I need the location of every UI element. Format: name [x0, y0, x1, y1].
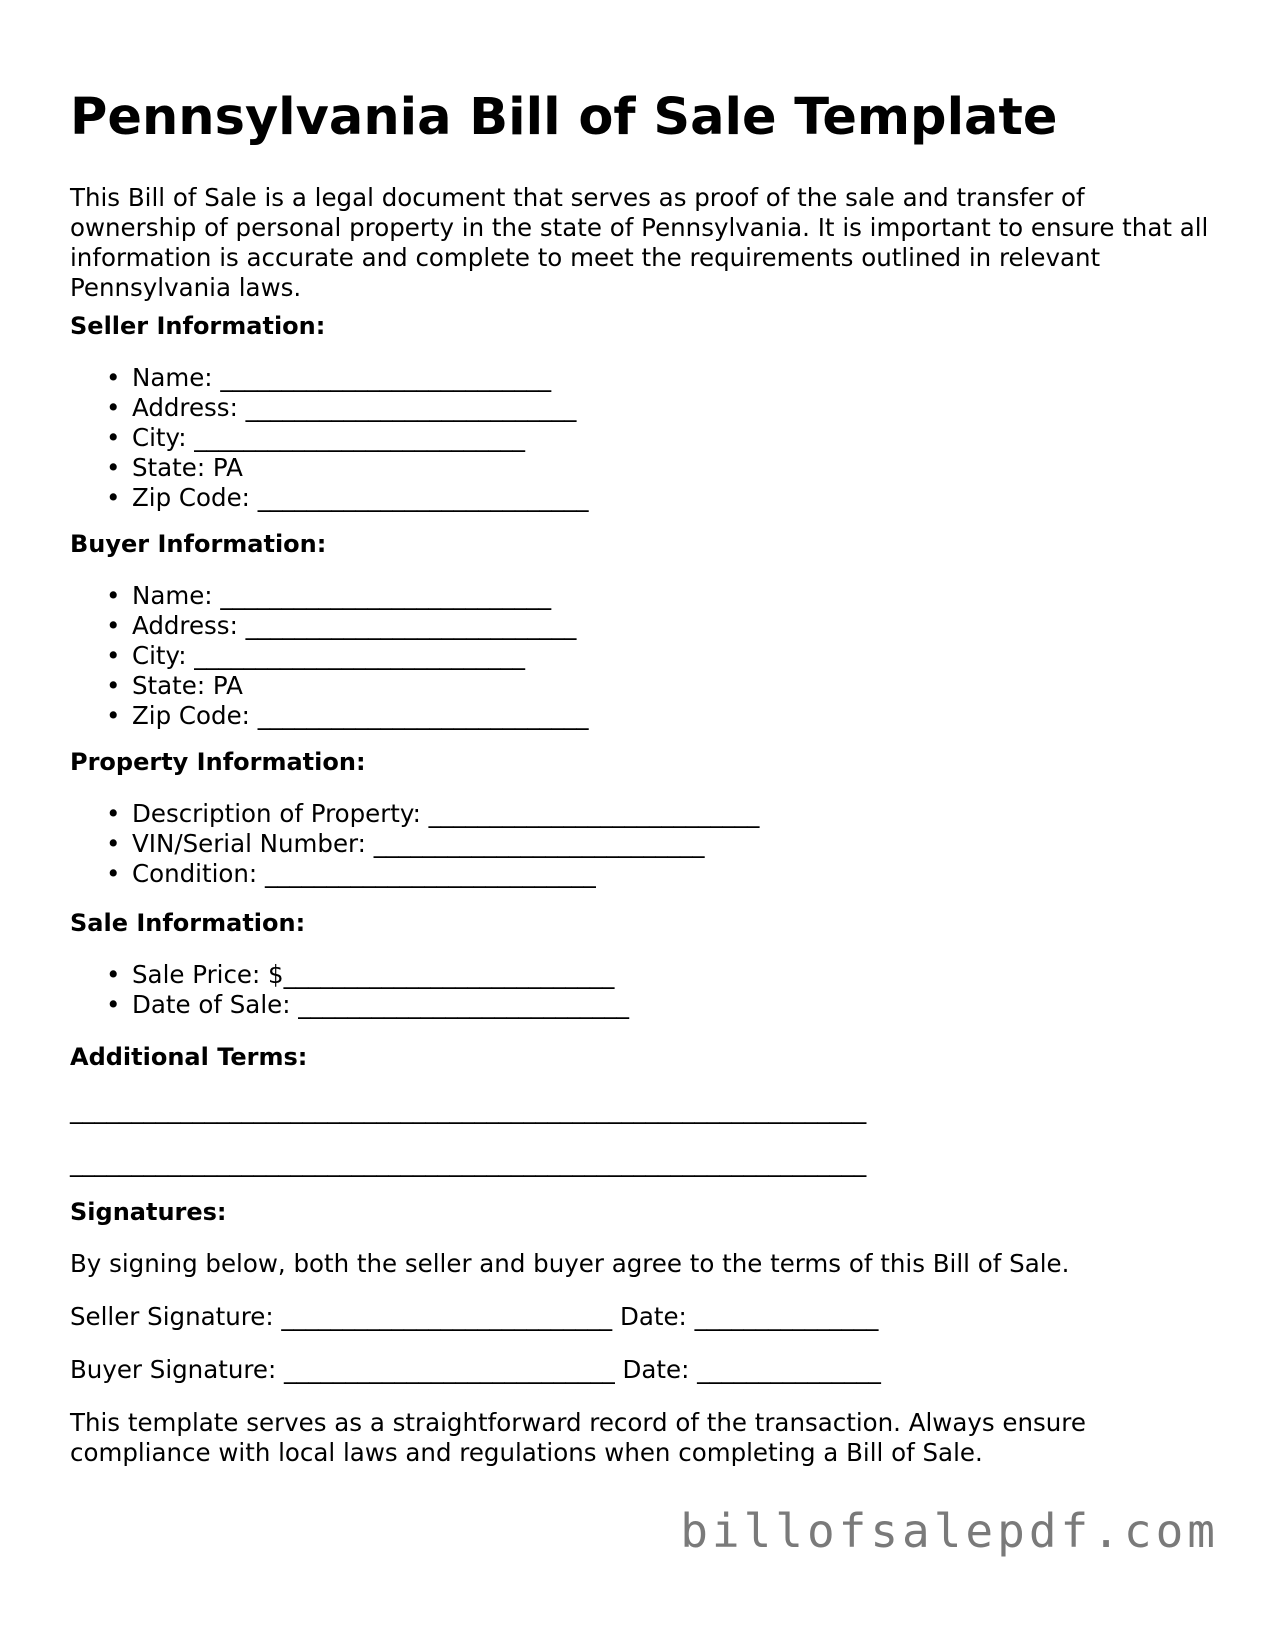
- property-condition-blank[interactable]: ___________________________: [264, 859, 596, 888]
- sale-information-heading: Sale Information:: [70, 909, 306, 937]
- field-label: Zip Code:: [132, 701, 258, 730]
- watermark: billofsalepdf.com: [680, 1504, 1219, 1558]
- seller-signature-blank[interactable]: ___________________________: [281, 1302, 613, 1331]
- additional-terms-line-2[interactable]: _________________________________________________________________: [70, 1148, 867, 1177]
- field-label: Address:: [132, 611, 246, 640]
- seller-fields-list: [70, 363, 588, 513]
- field-label: VIN/Serial Number:: [132, 829, 374, 858]
- sale-date-field: [106, 990, 629, 1020]
- seller-zip-blank[interactable]: ___________________________: [257, 483, 589, 512]
- buyer-zip-blank[interactable]: ___________________________: [257, 701, 589, 730]
- buyer-state-field: [106, 671, 588, 701]
- field-label: Description of Property:: [132, 799, 429, 828]
- bullet: •: [106, 483, 121, 512]
- buyer-information-heading: Buyer Information:: [70, 530, 327, 558]
- buyer-name-field: [106, 581, 588, 611]
- bullet: •: [106, 393, 121, 422]
- bullet: •: [106, 423, 121, 452]
- property-vin-blank[interactable]: ___________________________: [373, 829, 705, 858]
- property-description-field: [106, 799, 760, 829]
- field-label: State: PA: [132, 671, 243, 700]
- buyer-name-blank[interactable]: ___________________________: [220, 581, 552, 610]
- seller-information-heading: Seller Information:: [70, 312, 326, 340]
- field-label: City:: [132, 423, 195, 452]
- bullet: •: [106, 641, 121, 670]
- signatures-heading: Signatures:: [70, 1198, 227, 1226]
- seller-signature-label: Seller Signature:: [70, 1302, 282, 1331]
- bullet: •: [106, 990, 121, 1019]
- buyer-zip-field: [106, 701, 589, 731]
- property-fields-list: [70, 799, 759, 889]
- bullet: •: [106, 701, 121, 730]
- field-label: Address:: [132, 393, 246, 422]
- bullet: •: [106, 829, 121, 858]
- closing-paragraph: This template serves as a straightforward record of the transaction. Always ensure compliance with local laws and regulations when completing a Bill of Sale.: [70, 1408, 1086, 1467]
- additional-terms-heading: Additional Terms:: [70, 1043, 308, 1071]
- bullet: •: [106, 581, 121, 610]
- page-title: Pennsylvania Bill of Sale Template: [70, 88, 1058, 147]
- buyer-signature-blank[interactable]: ___________________________: [284, 1355, 615, 1384]
- seller-city-field: [106, 423, 588, 453]
- buyer-city-field: [106, 641, 588, 671]
- seller-date-label: Date:: [612, 1302, 695, 1331]
- sale-date-blank[interactable]: ___________________________: [298, 990, 629, 1019]
- intro-paragraph: This Bill of Sale is a legal document that serves as proof of the sale and transfer of ownership of personal property in the state of Pennsylvania. It is important to ensure that all information is accurate and complete to meet the requirements outlined in relevant Pennsylvania laws.: [70, 183, 1209, 302]
- seller-zip-field: [106, 483, 589, 513]
- field-label: Sale Price: $: [132, 960, 284, 989]
- property-description-blank[interactable]: ___________________________: [428, 799, 760, 828]
- seller-address-field: [106, 393, 588, 423]
- field-label: City:: [132, 641, 195, 670]
- bullet: •: [106, 859, 121, 888]
- bullet: •: [106, 363, 121, 392]
- sale-fields-list: [70, 960, 629, 1020]
- buyer-signature-row: [70, 1355, 881, 1385]
- signatures-statement: By signing below, both the seller and buyer agree to the terms of this Bill of Sale.: [70, 1249, 1070, 1278]
- seller-name-blank[interactable]: ___________________________: [220, 363, 552, 392]
- buyer-address-blank[interactable]: ___________________________: [245, 611, 577, 640]
- bullet: •: [106, 453, 121, 482]
- seller-address-blank[interactable]: ___________________________: [245, 393, 577, 422]
- buyer-city-blank[interactable]: ___________________________: [194, 641, 526, 670]
- seller-signature-row: [70, 1302, 878, 1332]
- field-label: Name:: [132, 363, 221, 392]
- field-label: State: PA: [132, 453, 243, 482]
- additional-terms-line-1[interactable]: _________________________________________________________________: [70, 1095, 867, 1124]
- sale-price-field: [106, 960, 629, 990]
- bullet: •: [106, 799, 121, 828]
- seller-name-field: [106, 363, 588, 393]
- seller-date-blank[interactable]: _______________: [694, 1302, 879, 1331]
- field-label: Condition:: [132, 859, 265, 888]
- field-label: Date of Sale:: [132, 990, 299, 1019]
- field-label: Name:: [132, 581, 221, 610]
- buyer-address-field: [106, 611, 588, 641]
- buyer-signature-label: Buyer Signature:: [70, 1355, 285, 1384]
- bullet: •: [106, 611, 121, 640]
- bullet: •: [106, 960, 121, 989]
- buyer-fields-list: [70, 581, 588, 731]
- buyer-date-label: Date:: [614, 1355, 698, 1384]
- field-label: Zip Code:: [132, 483, 258, 512]
- property-condition-field: [106, 859, 759, 889]
- seller-state-field: [106, 453, 588, 483]
- bullet: •: [106, 671, 121, 700]
- property-vin-field: [106, 829, 759, 859]
- property-information-heading: Property Information:: [70, 748, 366, 776]
- seller-city-blank[interactable]: ___________________________: [194, 423, 526, 452]
- buyer-date-blank[interactable]: _______________: [697, 1355, 881, 1384]
- sale-price-blank[interactable]: ___________________________: [283, 960, 615, 989]
